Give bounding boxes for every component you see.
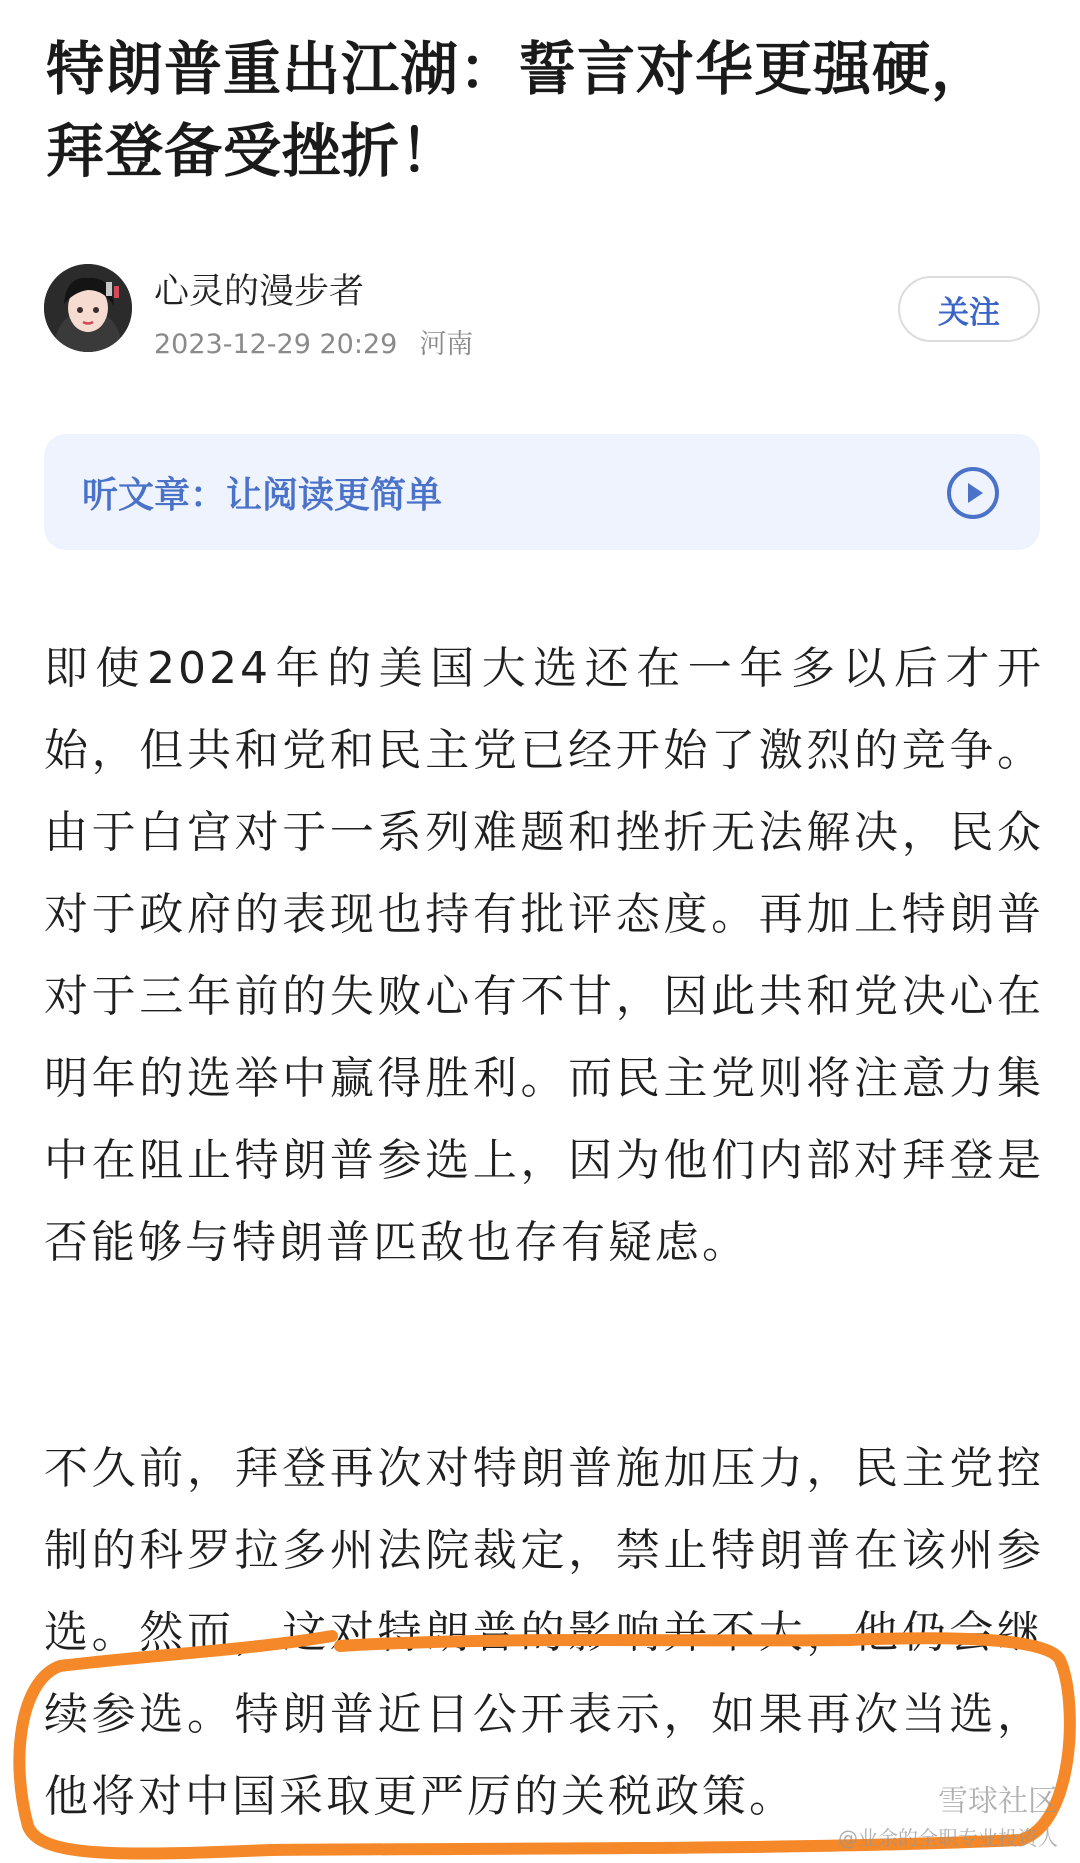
- post-datetime: 2023-12-29 20:29: [154, 329, 398, 360]
- author-name[interactable]: 心灵的漫步者: [154, 272, 365, 312]
- article-title: 特朗普重出江湖：誓言对华更强硬，拜登备受挫折！: [46, 35, 991, 185]
- article-paragraph: 即使2024年的美国大选还在一年多以后才开始，但共和党和民主党已经开始了激烈的竞争。由于白宫对于一系列难题和挫折无法解决，民众对于政府的表现也持有批评态度。再加上特朗普对于三年前的失败心有不甘，因此共和党决心在明年的选举中赢得胜利。而民主党则将注意力集中在阻止特朗普参选上，因为他们内部对拜登是否能够与特朗普匹敌也存有疑虑。: [44, 643, 1044, 1268]
- listen-article-label: 听文章：让阅读更简单: [82, 475, 443, 516]
- play-circle-icon[interactable]: [946, 466, 1000, 520]
- article-paragraph: 不久前，拜登再次对特朗普施加压力，民主党控制的科罗拉多州法院裁定，禁止特朗普在该州参选。然而，这对特朗普的影响并不大，他仍会继续参选。特朗普近日公开表示，如果再次当选，他将对中国采取更严厉的关税政策。: [44, 1443, 1044, 1822]
- watermark-user: @业余的全职专业投资人: [838, 1826, 1058, 1850]
- listen-article-bar[interactable]: [44, 434, 1040, 550]
- author-row: [44, 262, 1040, 362]
- watermark-brand: 雪球社区: [938, 1784, 1058, 1819]
- author-avatar[interactable]: [44, 264, 132, 352]
- follow-button[interactable]: 关注: [898, 276, 1040, 342]
- post-location: 河南: [419, 329, 474, 360]
- post-meta: [154, 322, 473, 361]
